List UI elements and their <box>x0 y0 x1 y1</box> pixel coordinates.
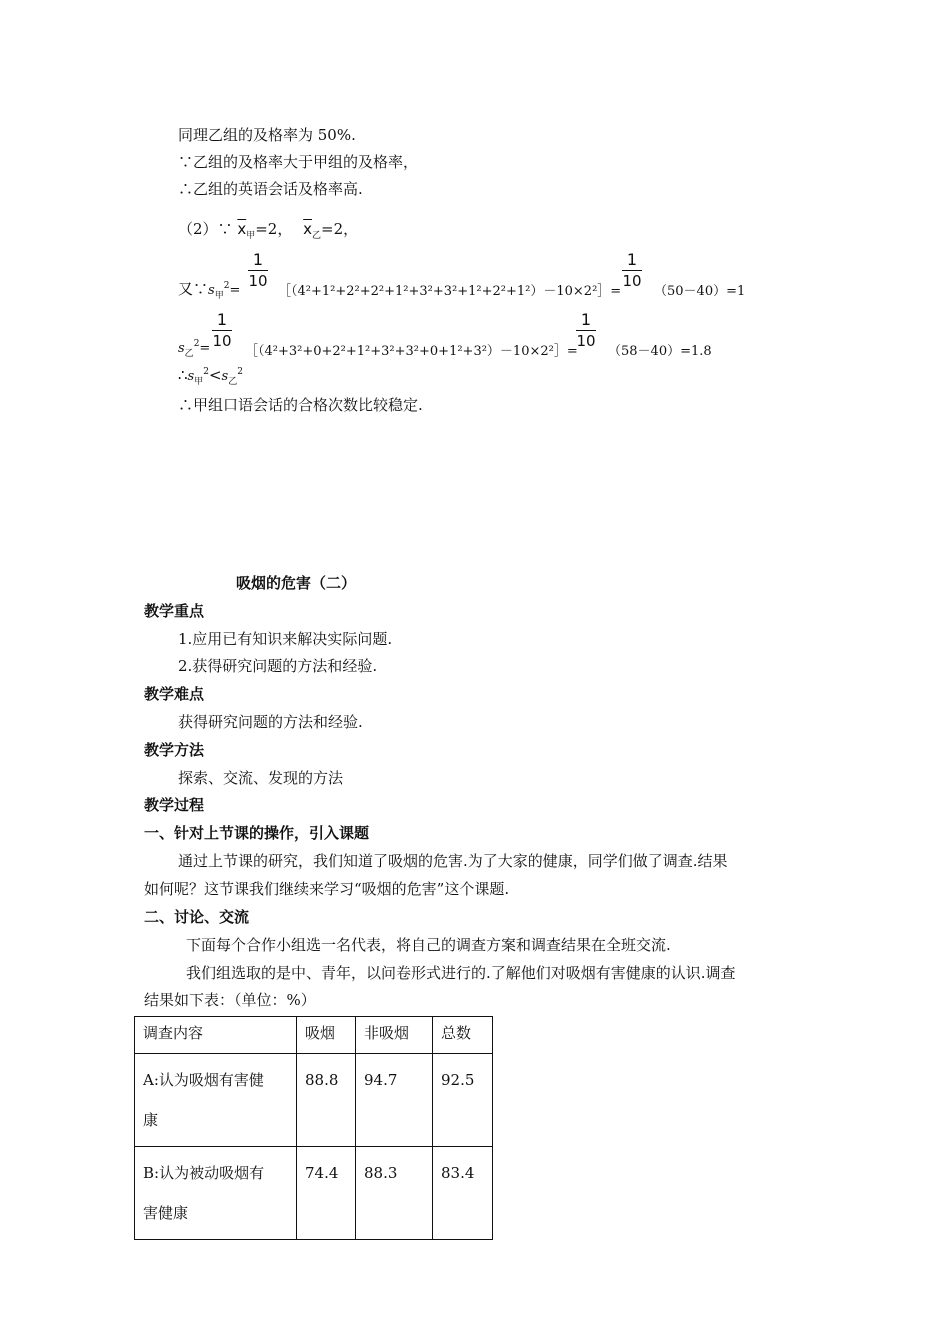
formula: ［（4²+3²+0+2²+1²+3²+3²+0+1²+3²）－10×2²］= <box>245 344 578 359</box>
total-cell: 83.4 <box>433 1147 493 1240</box>
smoke-cell: 74.4 <box>297 1147 356 1240</box>
fraction <box>212 310 232 351</box>
result: （58－40）=1.8 <box>608 344 712 359</box>
fraction <box>576 310 596 351</box>
equals: = <box>229 283 241 298</box>
heading-process: 教学过程 <box>144 796 205 814</box>
s-symbol: s <box>178 341 185 356</box>
header-cell: 吸烟 <box>297 1017 356 1054</box>
survey-table <box>134 1016 493 1240</box>
formula: ［（4²+1²+2²+2²+1²+3²+3²+1²+2²+1²）－10×2²］= <box>278 284 622 299</box>
value: =2， <box>321 220 359 238</box>
header-cell: 非吸烟 <box>356 1017 433 1054</box>
cell-text: B:认为被动吸烟有 <box>143 1164 265 1182</box>
table-row <box>135 1147 493 1240</box>
denominator: 10 <box>622 272 642 290</box>
total-cell: 92.5 <box>433 1054 493 1147</box>
variance-line-jia: 又$\because s_甲^2=$ <box>178 280 241 301</box>
header-cell: 总数 <box>433 1017 493 1054</box>
text-line: ∴乙组的英语会话及格率高. <box>178 180 363 198</box>
subscript: 甲 <box>214 291 224 301</box>
table-row <box>135 1054 493 1147</box>
subscript: 乙 <box>228 377 238 387</box>
heading-step2: 二、讨论、交流 <box>144 908 250 926</box>
focus-item: 2.获得研究问题的方法和经验. <box>178 657 378 675</box>
equals: = <box>199 341 211 356</box>
paragraph-line: 下面每个合作小组选一名代表，将自己的调查方案和调查结果在全班交流. <box>186 936 671 954</box>
heading-method: 教学方法 <box>144 741 205 759</box>
variance-line-yi: $s_乙^2=$ <box>178 339 211 359</box>
value: =2， <box>255 220 293 238</box>
heading-focus: 教学重点 <box>144 602 205 620</box>
subscript: 甲 <box>194 377 204 387</box>
paragraph-line: 通过上节课的研究，我们知道了吸烟的危害.为了大家的健康，同学们做了调查.结果 <box>178 852 728 870</box>
subscript: 甲 <box>246 231 256 241</box>
numerator: 1 <box>626 250 638 269</box>
method-item: 探索、交流、发现的方法 <box>178 769 344 787</box>
x-bar: $\overline{x}$ <box>303 220 313 238</box>
fraction <box>622 250 642 291</box>
numerator: 1 <box>580 310 592 329</box>
section-title: 吸烟的危害（二） <box>236 574 357 592</box>
cell-text: 康 <box>143 1111 159 1129</box>
comparison-line: $\therefore s_甲^2<s_乙^2$ <box>178 366 243 387</box>
therefore-label: ∴ <box>178 366 188 384</box>
text-line: 同理乙组的及格率为 50%. <box>178 126 356 144</box>
text-line: ∵乙组的及格率大于甲组的及格率， <box>178 153 419 171</box>
subscript: 乙 <box>184 349 194 359</box>
denominator: 10 <box>576 332 596 350</box>
nonsmoke-cell: 94.7 <box>356 1054 433 1147</box>
heading-step1: 一、针对上节课的操作，引入课题 <box>144 824 370 842</box>
because-label: 又∵ <box>178 280 209 298</box>
mean-line <box>178 218 358 239</box>
nonsmoke-cell: 88.3 <box>356 1147 433 1240</box>
content-cell <box>135 1147 297 1240</box>
cell-text: A:认为吸烟有害健 <box>143 1071 264 1089</box>
x-bar: $\overline{x}$ <box>237 220 247 238</box>
content-cell <box>135 1054 297 1147</box>
paragraph-line: 我们组选取的是中、青年，以问卷形式进行的.了解他们对吸烟有害健康的认识.调查 <box>186 964 736 982</box>
s-symbol: s <box>187 369 195 384</box>
subscript: 乙 <box>312 231 322 241</box>
header-cell: 调查内容 <box>135 1017 297 1054</box>
because-label: （2）∵ <box>178 220 233 238</box>
s-symbol: s <box>221 369 229 384</box>
less-than: < <box>208 366 222 384</box>
result: （50－40）=1 <box>654 284 746 299</box>
smoke-cell: 88.8 <box>297 1054 356 1147</box>
paragraph-line: 如何呢？这节课我们继续来学习“吸烟的危害”这个课题. <box>144 880 510 898</box>
numerator: 1 <box>216 310 228 329</box>
s-symbol: s <box>208 283 215 298</box>
heading-difficulty: 教学难点 <box>144 685 205 703</box>
conclusion-line: ∴甲组口语会话的合格次数比较稳定. <box>178 396 423 414</box>
denominator: 10 <box>248 272 268 290</box>
table-header-row <box>135 1017 493 1054</box>
denominator: 10 <box>212 332 232 350</box>
difficulty-item: 获得研究问题的方法和经验. <box>178 713 363 731</box>
focus-item: 1.应用已有知识来解决实际问题. <box>178 630 393 648</box>
numerator: 1 <box>252 250 264 269</box>
cell-text: 害健康 <box>143 1204 189 1222</box>
paragraph-line: 结果如下表：（单位：%） <box>144 991 316 1009</box>
fraction <box>248 250 268 291</box>
